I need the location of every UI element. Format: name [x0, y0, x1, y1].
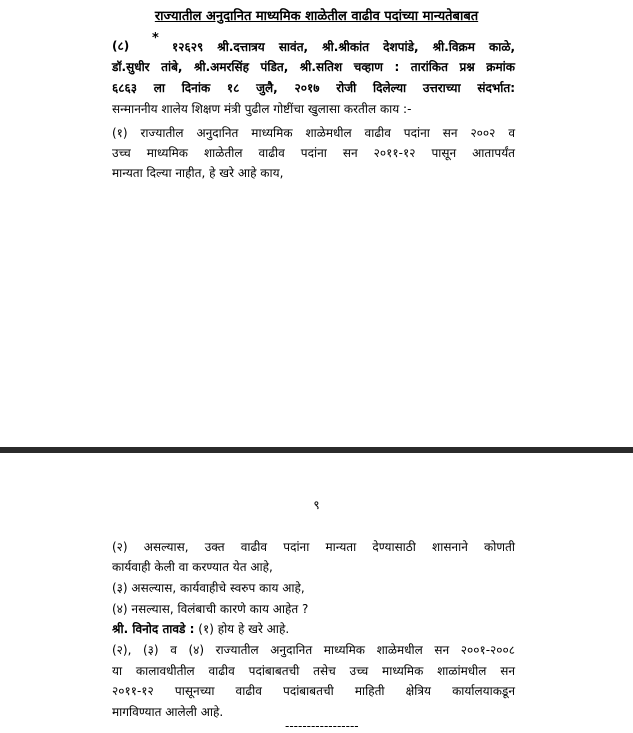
question-members-line-1: १२६२९ श्री.दत्तात्रय सावंत, श्री.श्रीकांत देशपांडे, श्री.विक्रम काळे, [172, 40, 515, 54]
answer-line-2: या कालावधीतील वाढीव पदांबाबतची तसेच उच्च माध्यमिक शाळांमधील सन [112, 664, 515, 678]
question-reference-line: ६८६३ ला दिनांक १८ जुलै, २०१७ रोजी दिलेल्या उत्तराच्या संदर्भात: [112, 81, 515, 95]
question-part-4: (४) नसल्यास, विलंबाची कारणे काय आहेत ? [112, 602, 309, 616]
question-number: (८) [112, 39, 130, 53]
answer-line-1: (२), (३) व (४) राज्यातील अनुदानित माध्यमिक शाळेमधील सन २००१-२००८ [112, 643, 515, 657]
document-page-2 [0, 453, 633, 733]
question-members-line-2: डॉ.सुधीर तांबे, श्री.अमरसिंह पंडित, श्री.सतिश चव्हाण : तारांकित प्रश्न क्रमांक [112, 60, 515, 74]
end-separator: ----------------- [285, 719, 359, 733]
answer-first-line [112, 620, 289, 637]
question-part-2-line-1: (२) असल्यास, उक्त वाढीव पदांना मान्यता देण्यासाठी शासनाने कोणती [112, 540, 515, 554]
answer-part-1: (१) होय हे खरे आहे. [194, 622, 290, 636]
answer-line-3: २०११-१२ पासूनच्या वाढीव पदांबाबतची माहिती क्षेत्रिय कार्यालयाकडून [112, 684, 515, 698]
question-part-1-line-2: उच्च माध्यमिक शाळेतील वाढीव पदांना सन २०११-१२ पासून आतापर्यंत [112, 146, 515, 160]
starred-marker: * [152, 31, 159, 46]
page-number: ९ [313, 498, 320, 512]
question-part-1-line-1: (१) राज्यातील अनुदानित माध्यमिक शाळेमधील वाढीव पदांना सन २००२ व [112, 126, 515, 140]
question-intro-line: सन्माननीय शालेय शिक्षण मंत्री पुढील गोष्टींचा खुलासा करतील काय :- [112, 102, 412, 116]
question-part-3: (३) असल्यास, कार्यवाहीचे स्वरुप काय आहे, [112, 581, 305, 595]
question-title: राज्यातील अनुदानित माध्यमिक शाळेतील वाढीव पदांच्या मान्यतेबाबत [154, 9, 479, 24]
question-part-1-line-3: मान्यता दिल्या नाहीत, हे खरे आहे काय, [112, 166, 284, 180]
answer-line-4: मागविण्यात आलेली आहे. [112, 705, 224, 719]
answer-speaker: श्री. विनोद तावडे : [112, 622, 195, 636]
question-part-2-line-2: कार्यवाही केली वा करण्यात येत आहे, [112, 560, 273, 574]
